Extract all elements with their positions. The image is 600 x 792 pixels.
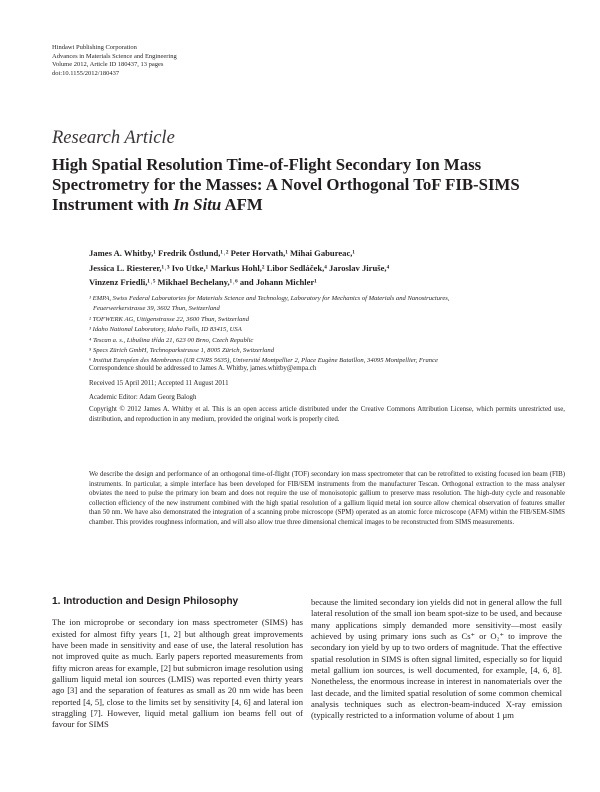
affiliation: ¹ EMPA, Swiss Federal Laboratories for Materials Science and Technology, Laboratory for Mechanics of Materials and Nanostructures, [89,295,450,302]
copyright-notice: Copyright © 2012 James A. Whitby et al. This is an open access article distributed under the Creative Commons Attribution License, which permits unrestricted use, distribution, and reproduction in any medium, provided the original work is properly cited. [89,406,565,423]
publisher-name: Hindawi Publishing Corporation [52,44,137,51]
affiliation: Feuerwerkerstrasse 39, 3602 Thun, Switzerland [93,305,220,313]
title-part-2: AFM [221,195,263,214]
doi: doi:10.1155/2012/180437 [52,69,120,77]
dates: Received 15 April 2011; Accepted 11 August 2011 [89,380,229,387]
academic-editor: Academic Editor: Adam Georg Balogh [89,394,197,401]
publisher-info [52,44,177,78]
body-paragraph: because the limited secondary ion yields did not in general allow the full lateral resolution of the small ion beam spot-size to be used, and because many applications simply demanded more sensitivity—most easily achieved by using primary ions such as Cs⁺ or O₂⁺ to improve the secondary ion yield by up to two orders of magnitude. That the effective spatial resolution in SIMS is often signal limited, especially so for liquid metal gallium ion sources, is well documented, for example, [4, 6, 8]. Nonetheless, the enormous increase in interest in nanomaterials over the last decade, and the limited spatial resolution of some common chemical analysis techniques such as electron-beam-induced X-ray emission (typically restricted to a information volume of about 1 μm [311,597,562,721]
correspondence: Correspondence should be addressed to James A. Whitby, james.whitby@empa.ch [89,365,317,372]
article-title [52,155,572,215]
affiliation: ² TOFWERK AG, Uttigenstrasse 22, 3600 Thun, Switzerland [89,315,249,323]
column-right [311,597,562,722]
title-part-1: High Spatial Resolution Time-of-Flight Secondary Ion Mass Spectrometry for the Masses: A Novel Orthogonal ToF FIB-SIMS Instrument with [52,155,520,214]
volume-info: Volume 2012, Article ID 180437, 13 pages [52,61,164,69]
author-list [89,246,569,290]
affiliation: ⁵ Specs Zürich GmbH, Technoparkstrasse 1, 8005 Zürich, Switzerland [89,347,275,355]
author-line: James A. Whitby,¹ Fredrik Östlund,¹˒² Peter Horvath,¹ Mihai Gabureac,¹ [89,248,356,258]
affiliation: ³ Idaho National Laboratory, Idaho Falls, ID 83415, USA [89,326,242,334]
section-heading: 1. Introduction and Design Philosophy [52,596,239,607]
abstract: We describe the design and performance of an orthogonal time-of-flight (TOF) secondary ion mass spectrometer that can be retrofitted to existing focused ion beam (FIB) instruments. In particular, a simple interface has been developed for FIB/SEM instruments from the manufacturer Tescan. Orthogonal extraction to the mass analyser obviates the need to pulse the primary ion beam and does not require the use of monoisotopic gallium to preserve mass resolution. The high-duty cycle and reasonable collection efficiency of the new instrument combined with the high spatial resolution of a gallium liquid metal ion source allow chemical observation of features smaller than 50 nm. We have also demonstrated the integration of a scanning probe microscope (SPM) operated as an atomic force microscope (AFM) within the FIB/SEM-SIMS chamber. This provides roughness information, and will also allow true three dimensional chemical images to be reconstructed from SIMS measurements. [89,471,565,526]
affiliation: ⁶ Institut Européen des Membranes (UR CNRS 5635), Université Montpellier 2, Place Eugène Bataillon, 34095 Montpellier, France [89,357,438,365]
author-line: Jessica L. Riesterer,¹˒³ Ivo Utke,¹ Markus Hohl,² Libor Sedláček,⁴ Jaroslav Jiruše,⁴ [89,262,390,273]
column-left [52,596,303,731]
title-italic: In Situ [173,195,222,214]
body-paragraph: The ion microprobe or secondary ion mass spectrometer (SIMS) has existed for almost fifty years [1, 2] but although great improvements have been made in sensitivity and ease of use, the lateral resolution has not improved quite as much. Early papers reported measurements from fifty micron areas for example, [2] but submicron image resolution using gallium liquid metal ion sources (LMIS) was reported even thirty years ago [3] and the separation of features as small as 20 nm wide has been reported [4, 5], close to the limits set by sensitivity [4, 6] and lateral ion straggling [7]. However, liquid metal gallium ion beams fell out of favour for SIMS [52,617,303,730]
author-line: Vinzenz Friedli,¹˒⁵ Mikhael Bechelany,¹˒⁶ and Johann Michler¹ [89,277,317,287]
affiliations [89,294,569,367]
article-type: Research Article [52,128,175,148]
journal-name: Advances in Materials Science and Engineering [52,52,177,60]
affiliation: ⁴ Tescan a. s., Libušina třída 21, 623 00 Brno, Czech Republic [89,336,254,344]
